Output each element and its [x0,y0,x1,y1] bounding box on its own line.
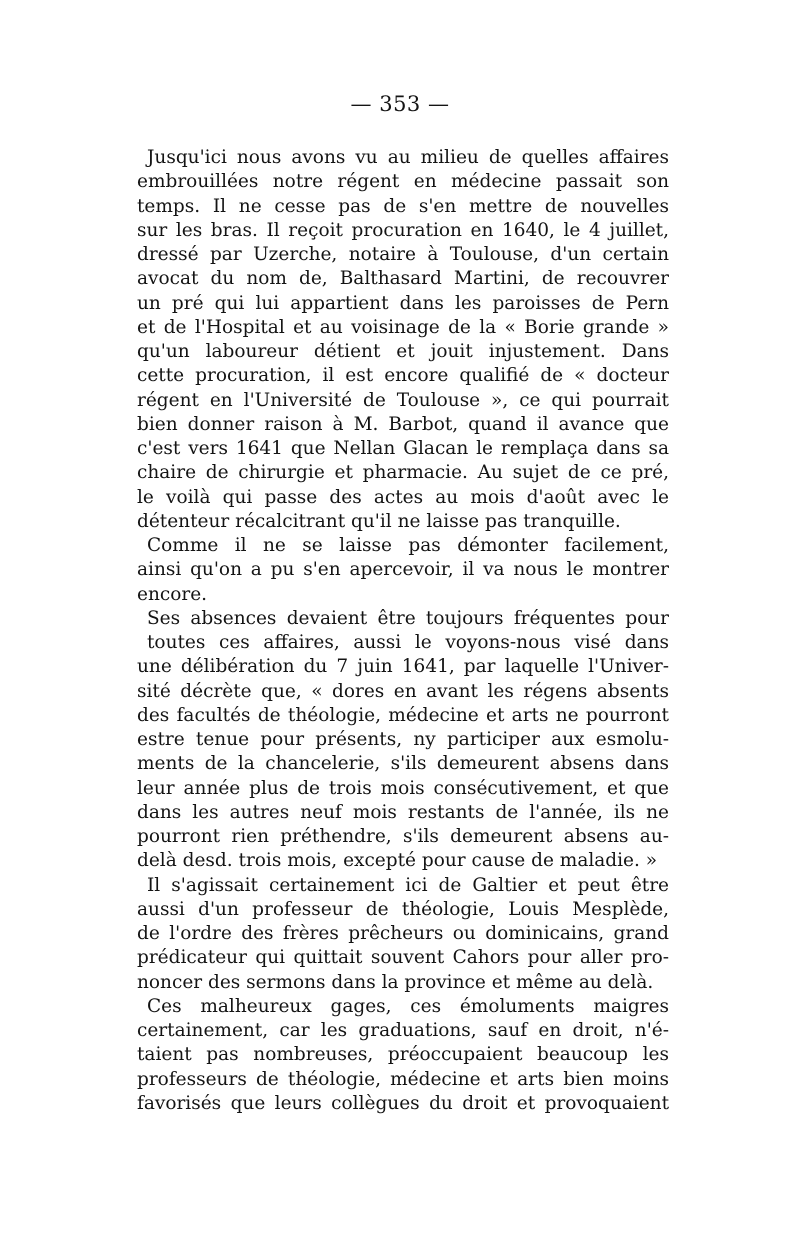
text-line: Comme il ne se laisse pas démonter facilement, [147,535,669,556]
text-line: un pré qui lui appartient dans les paroisses de Pern [137,292,669,314]
text-line: professeurs de théologie, médecine et arts bien moins [137,1068,669,1090]
text-line: ments de la chancelerie, s'ils demeurent absens dans [137,753,669,775]
text-line: pourront rien préthendre, s'ils demeurent absens au- [137,826,669,847]
text-line: des facultés de théologie, médecine et arts ne pourront [137,704,669,726]
text-line: qu'un laboureur détient et jouit injustement. Dans [137,341,669,362]
text-line: avocat du nom de, Balthasard Martini, de recouvrer [137,268,669,290]
text-line: embrouillées notre régent en médecine passait son [137,171,669,193]
text-line: Il s'agissait certainement ici de Galtier et peut être [147,874,669,896]
text-line: régent en l'Université de Toulouse », ce qui pourrait [137,389,669,411]
text-line: encore. [137,583,208,605]
text-line: une délibération du 7 juin 1641, par laquelle l'Univer- [137,656,669,678]
text-line: et de l'Hospital et au voisinage de la « Borie grande » [137,316,669,338]
text-line: chaire de chirurgie et pharmacie. Au sujet de ce pré, [137,462,669,484]
text-line: bien donner raison à M. Barbot, quand il avance que [137,413,669,435]
text-line: aussi d'un professeur de théologie, Louis Mesplède, [137,898,669,920]
text-line: toutes ces affaires, aussi le voyons-nous visé dans [147,632,669,653]
text-line: dressé par Uzerche, notaire à Toulouse, d'un certain [137,244,669,265]
page-number: — 353 — [350,92,450,116]
text-line: estre tenue pour présents, ny participer aux esmolu- [137,729,669,750]
text-line: dans les autres neuf mois restants de l'année, ils ne [137,801,669,823]
text-line: taient pas nombreuses, préoccupaient beaucoup les [137,1044,669,1066]
text-line: prédicateur qui quittait souvent Cahors pour aller pro- [137,947,669,969]
text-line: Ses absences devaient être toujours fréquentes pour [147,607,669,629]
text-line: de l'ordre des frères prêcheurs ou dominicains, grand [137,923,669,944]
text-line: détenteur récalcitrant qu'il ne laisse pas tranquille. [137,510,621,532]
text-line: certainement, car les graduations, sauf en droit, n'é- [137,1020,669,1041]
text-line: delà desd. trois mois, excepté pour cause de maladie. » [137,850,658,872]
text-line: c'est vers 1641 que Nellan Glacan le remplaça dans sa [137,438,669,459]
text-line: sur les bras. Il reçoit procuration en 1640, le 4 juillet, [137,219,669,241]
text-line: temps. Il ne cesse pas de s'en mettre de nouvelles [137,195,669,217]
text-line: favorisés que leurs collègues du droit et provoquaient [137,1092,669,1114]
text-line: le voilà qui passe des actes au mois d'août avec le [137,486,669,508]
text-line: Ces malheureux gages, ces émoluments maigres [147,995,669,1017]
body-text [137,146,669,1116]
text-line: sité décrète que, « dores en avant les régens absents [137,680,669,702]
text-line: cette procuration, il est encore qualifié de « docteur [137,365,669,387]
text-line: Jusqu'ici nous avons vu au milieu de quelles affaires [147,147,669,168]
text-line: noncer des sermons dans la province et même au delà. [137,971,654,993]
text-line: ainsi qu'on a pu s'en apercevoir, il va nous le montrer [137,559,669,581]
text-line: leur année plus de trois mois consécutivement, et que [137,777,669,799]
